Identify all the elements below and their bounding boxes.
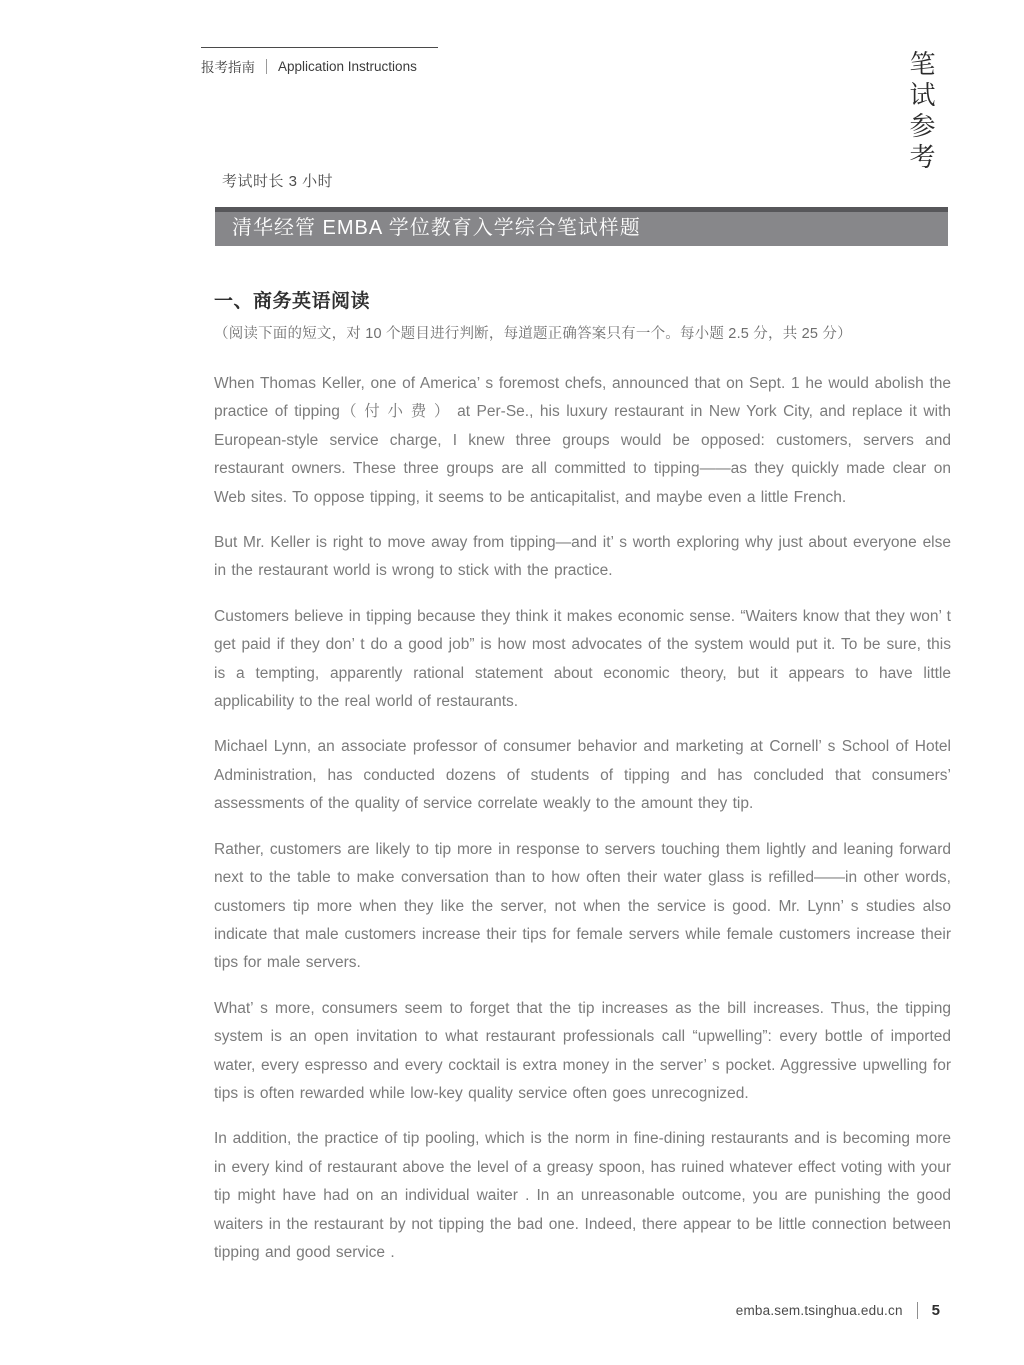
breadcrumb-en-label: Application Instructions bbox=[278, 58, 417, 74]
breadcrumb-divider bbox=[266, 59, 267, 74]
reading-passage bbox=[214, 370, 951, 1267]
passage-paragraph: In addition, the practice of tip pooling, which is the norm in fine-dining restaurants and is becoming more in every kind of restaurant above the level of a greasy spoon, has ruined whatever effect voting with your tip might have had on an individual waiter . In an unreasonable outcome, you are punishing the good waiters in the restaurant by not tipping the bad one. Indeed, there appear to be little connection between tipping and good service . bbox=[214, 1130, 951, 1261]
side-vertical-title: 笔试参考 bbox=[906, 50, 936, 174]
footer-divider bbox=[917, 1302, 918, 1319]
passage-paragraph: Michael Lynn, an associate professor of consumer behavior and marketing at Cornell’ s School of Hotel Administration, has conducted dozens of students of tipping and has concluded that consumers’ assessments of the quality of service correlate weakly to the amount they tip. bbox=[214, 738, 951, 813]
breadcrumb-zh-label: 报考指南 bbox=[201, 60, 255, 75]
exam-duration-note: 考试时长 3 小时 bbox=[222, 173, 334, 190]
exam-title-banner: 清华经管 EMBA 学位教育入学综合笔试样题 bbox=[215, 207, 948, 246]
passage-paragraph: Rather, customers are likely to tip more in response to servers touching them lightly and leaning forward next to the table to make conversation than to how often their water glass is refilled——in other words, customers tip more when they like the server, not when the service is good. Mr. Lynn’ s studies also indicate that male customers increase their tips for female servers while female customers increase their tips for male servers. bbox=[214, 840, 951, 972]
page-footer bbox=[736, 1300, 940, 1320]
passage-paragraph: But Mr. Keller is right to move away from tipping—and it’ s worth exploring why just about everyone else in the restaurant world is wrong to stick with the practice. bbox=[214, 534, 951, 580]
main-content bbox=[214, 286, 951, 1267]
breadcrumb bbox=[201, 47, 438, 76]
section-instructions: （阅读下面的短文，对 10 个题目进行判断，每道题正确答案只有一个。每小题 2.5 分，共 25 分） bbox=[214, 326, 852, 342]
passage-paragraph: When Thomas Keller, one of America’ s foremost chefs, announced that on Sept. 1 he would abolish the practice of tipping（ 付 小 费 ） at Per-Se., his luxury restaurant in New York City, and replace it with European-style service charge, I knew three groups would be opposed: customers, servers and restaurant owners. These three groups are all committed to tipping——as they quickly made clear on Web sites. To oppose tipping, it seems to be anticapitalist, and maybe even a little French. bbox=[214, 375, 951, 506]
section-heading: 一、商务英语阅读 bbox=[214, 291, 371, 312]
passage-paragraph: What’ s more, consumers seem to forget that the tip increases as the bill increases. Thus, the tipping system is an open invitation to what restaurant professionals call “upwelling”: every bottle of imported water, every espresso and every cocktail is extra money in the server’ s pocket. Aggressive upwelling for tips is often rewarded while low-key quality service often goes unrecognized. bbox=[214, 999, 951, 1102]
footer-page-number: 5 bbox=[931, 1301, 940, 1319]
footer-website: emba.sem.tsinghua.edu.cn bbox=[735, 1302, 903, 1318]
passage-paragraph: Customers believe in tipping because they think it makes economic sense. “Waiters know that they won’ t get paid if they don’ t do a good job” is how most advocates of the system would put it. To be sure, this is a tempting, apparently rational statement about economic theory, but it appears to have little applicability to the real world of restaurants. bbox=[214, 607, 951, 711]
